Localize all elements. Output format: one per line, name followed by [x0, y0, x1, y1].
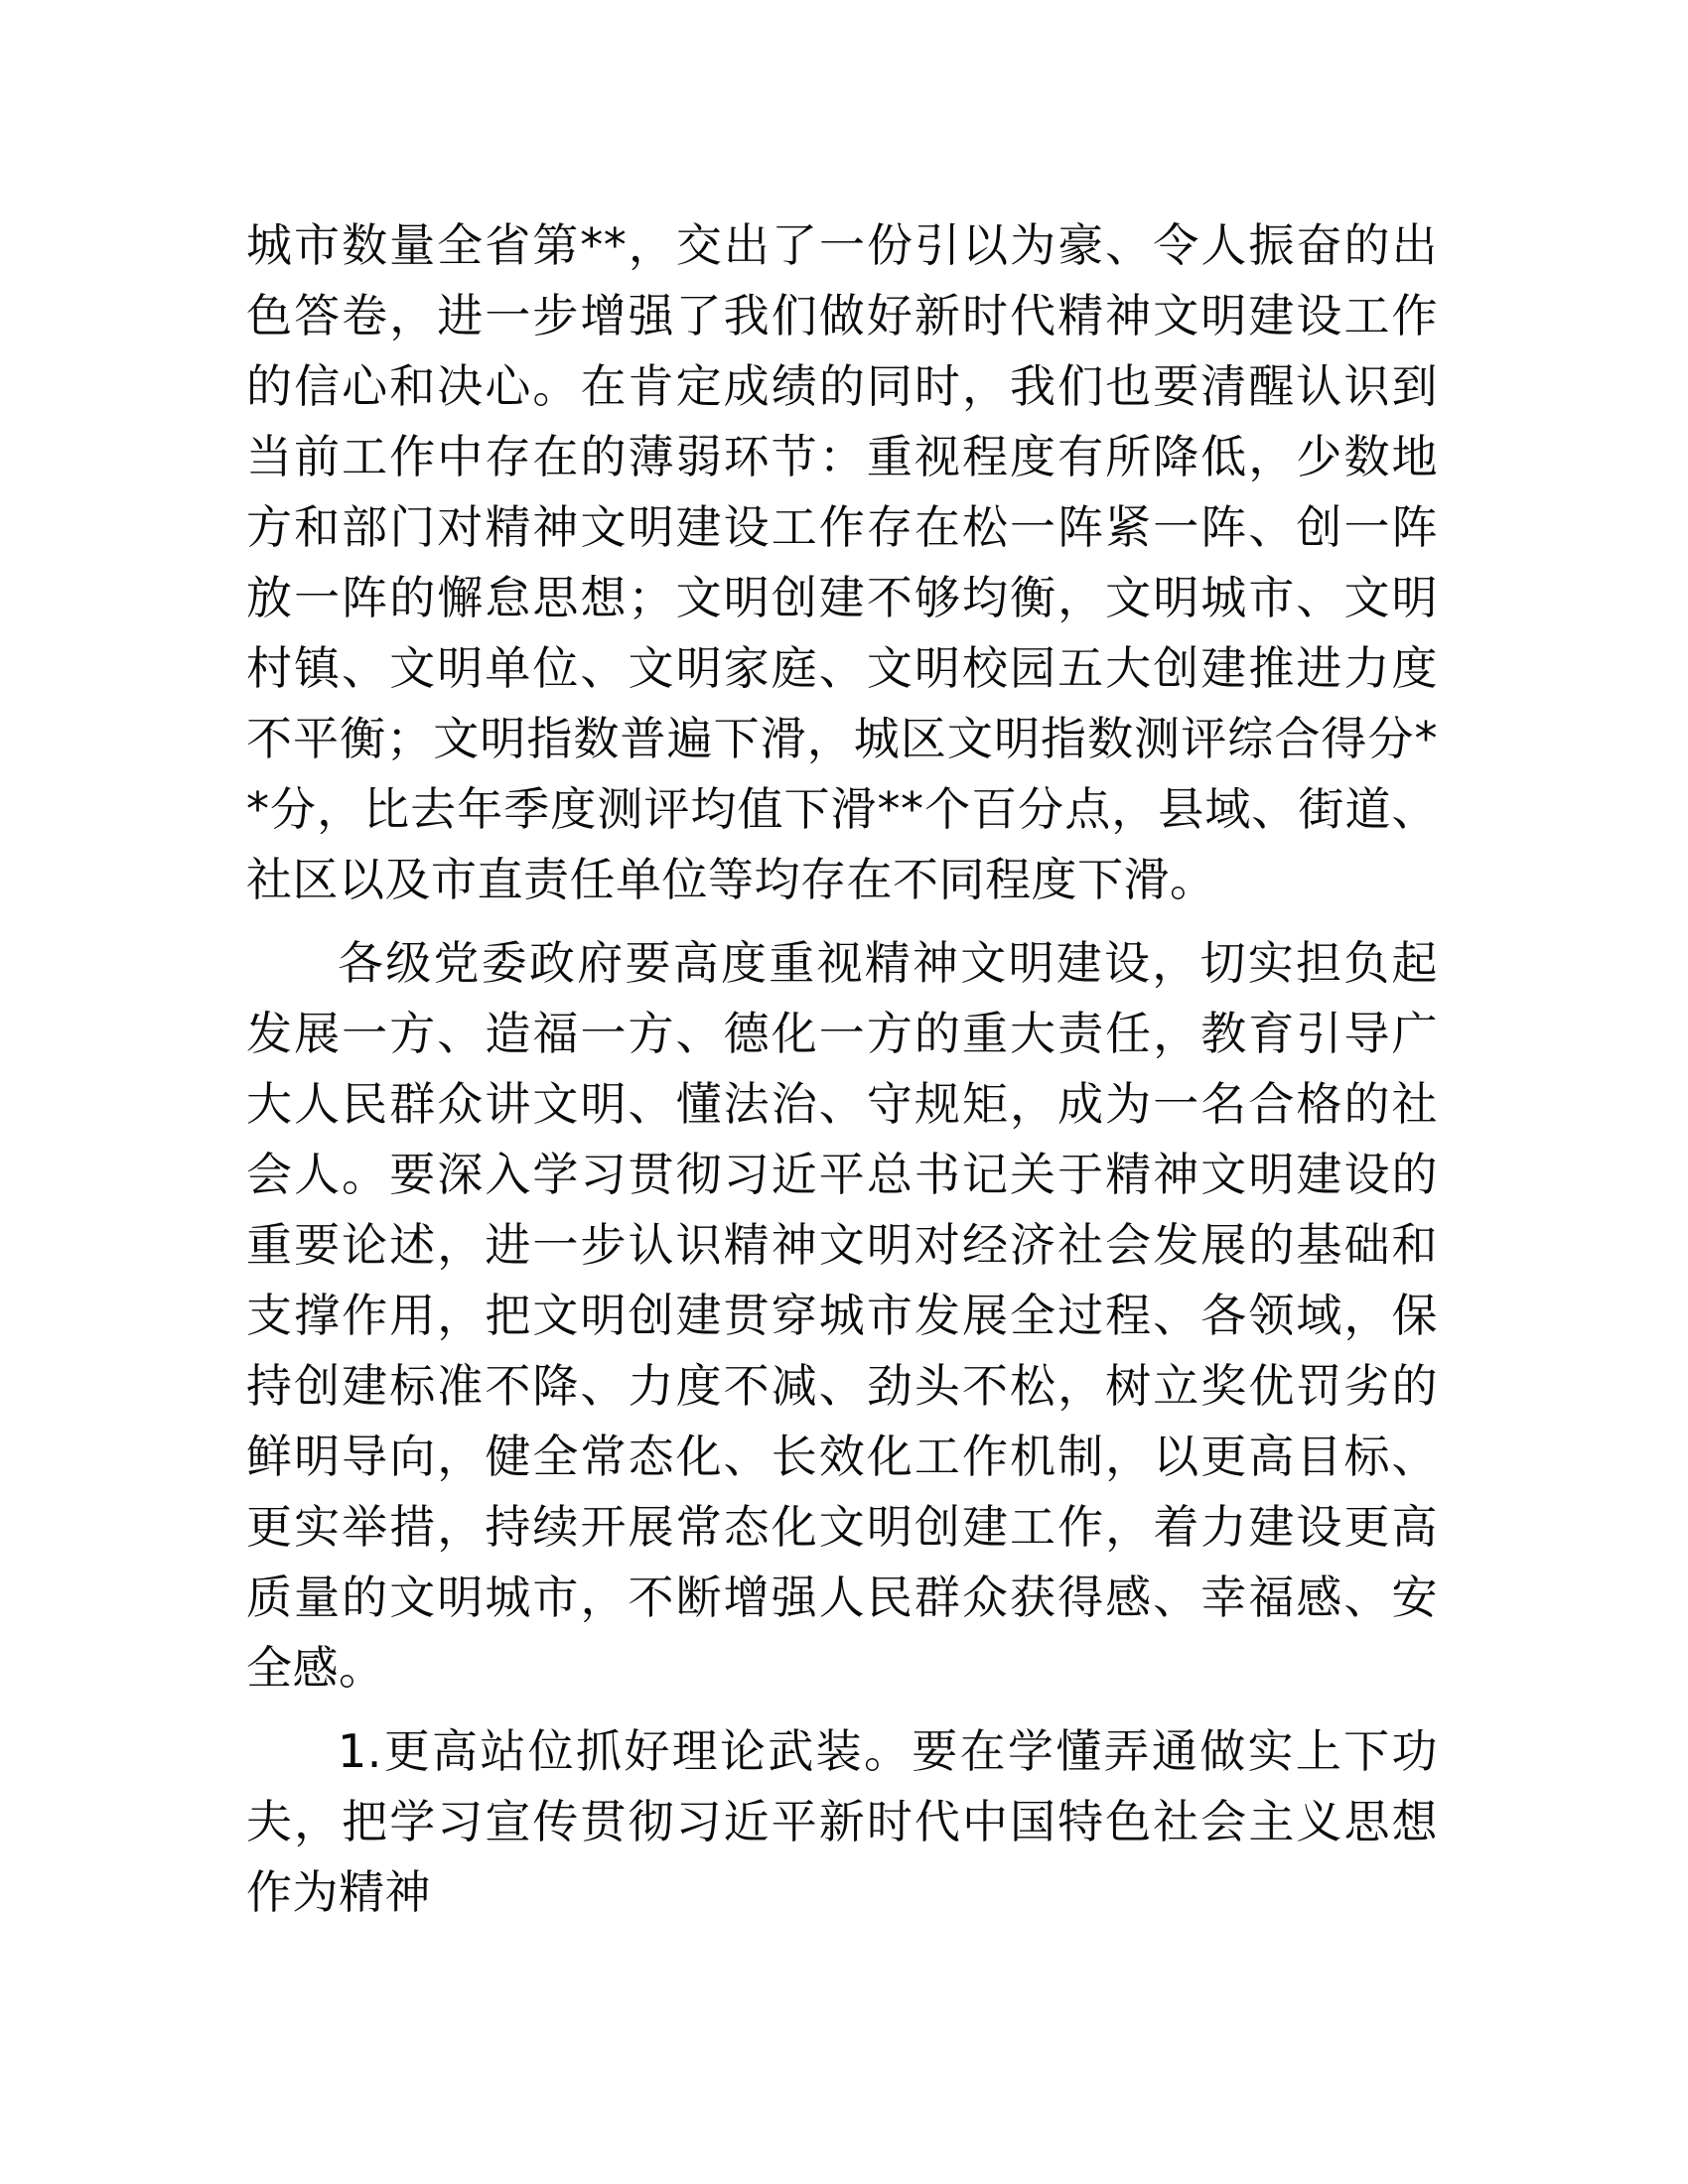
text-line: 建工作，着力建设更高质量的文明城市，不断增强人民群众获	[246, 1500, 1438, 1624]
text-line: 减、劲头不松，树立奖优罚劣的鲜明导向，健全常态化、长效	[246, 1359, 1438, 1483]
text-line: 个百分点，县域、街道、社区以及市直责任单位等均存在不同	[246, 782, 1439, 906]
text-line: 各级党委政府要高度重视精神文明建设，切实担负起发展	[246, 936, 1438, 1060]
text-line: 贯穿城市发展全过程、各领域，保持创建标准不降、力度不	[246, 1289, 1438, 1413]
text-line: 明建设工作存在松一阵紧一阵、创一阵放一阵的懈怠思想；文	[246, 500, 1438, 624]
text-line: 化工作机制，以更高目标、更实举措，持续开展常态化文明创	[246, 1430, 1438, 1554]
text-line: 程度下滑。	[985, 853, 1216, 906]
paragraph-party-committee-responsibility	[246, 928, 1438, 1704]
text-line: 把学习宣传贯彻习近平新时代中国特色社会主义思想作为精神	[246, 1795, 1438, 1919]
paragraph-theory-study	[246, 1716, 1438, 1928]
text-line: 得感、幸福感、安全感。	[246, 1570, 1438, 1695]
text-line: 城区文明指数测评综合得分**分，比去年季度测评均值下滑**	[246, 712, 1439, 836]
text-line: 学习贯彻习近平总书记关于精神文明建设的重要论述，进一步	[246, 1148, 1438, 1272]
text-line: 城市数量全省第**，交出了一份引以为豪、令人振奋的出色答	[246, 218, 1438, 342]
text-line: 卷，进一步增强了我们做好新时代精神文明建设工作的信心和	[246, 289, 1438, 413]
text-line: 一方、造福一方、德化一方的重大责任，教育引导广大人民群	[246, 1007, 1438, 1131]
document-body	[246, 210, 1438, 1928]
text-line: 1.更高站位抓好理论武装。要在学懂弄通做实上下功夫，	[246, 1724, 1438, 1848]
text-line: 庭、文明校园五大创建推进力度不平衡；文明指数普遍下滑，	[246, 641, 1438, 765]
paragraph-achievements-and-weaknesses	[246, 210, 1438, 915]
text-line: 明创建不够均衡，文明城市、文明村镇、文明单位、文明家	[246, 571, 1438, 695]
text-line: 众讲文明、懂法治、守规矩，成为一名合格的社会人。要深入	[246, 1077, 1438, 1201]
text-line: 认识精神文明对经济社会发展的基础和支撑作用，把文明创建	[246, 1218, 1438, 1342]
text-line: 决心。在肯定成绩的同时，我们也要清醒认识到当前工作中存	[246, 359, 1438, 483]
text-line: 在的薄弱环节：重视程度有所降低，少数地方和部门对精神文	[246, 430, 1438, 554]
